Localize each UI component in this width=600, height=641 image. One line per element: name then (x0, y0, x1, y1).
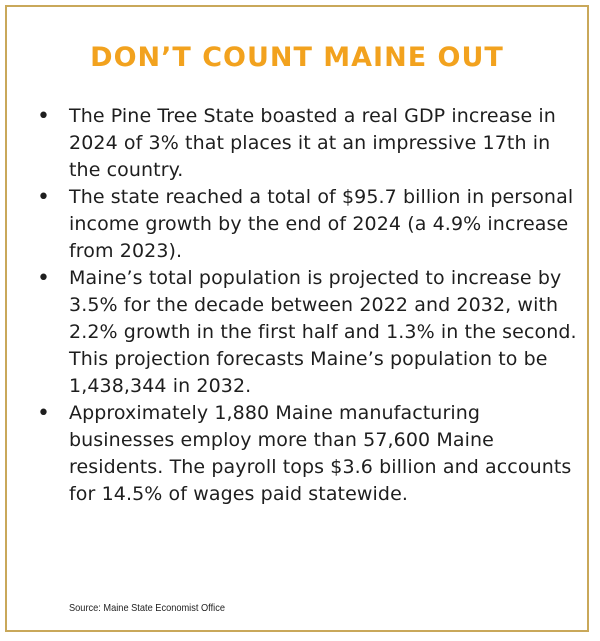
bullet-text: The state reached a total of $95.7 billion in personal income growth by the end of 2024 (a 4.9% increase from 2023). (69, 186, 574, 262)
bullet-item (37, 265, 582, 400)
bullet-text: Approximately 1,880 Maine manufacturing businesses employ more than 57,600 Maine residents. The payroll tops $3.6 billion and accounts for 14.5% of wages paid statewide. (69, 402, 572, 505)
bullet-text: Maine’s total population is projected to increase by 3.5% for the decade between 2022 and 2032, with 2.2% growth in the first half and 1.3% in the second. This projection forecasts Maine’s population to be 1,438,344 in 2032. (69, 267, 577, 397)
source-note: Source: Maine State Economist Office (69, 602, 225, 614)
box-title: DON’T COUNT MAINE OUT (90, 42, 504, 73)
bullet-item (37, 103, 582, 184)
bullet-item (37, 400, 582, 508)
bullet-icon: • (37, 104, 51, 129)
bullet-list (37, 103, 582, 508)
bullet-item (37, 184, 582, 265)
bullet-text: The Pine Tree State boasted a real GDP increase in 2024 of 3% that places it at an impressive 17th in the country. (69, 105, 556, 181)
info-box (5, 5, 589, 632)
bullet-icon: • (37, 401, 51, 426)
bullet-icon: • (37, 266, 51, 291)
bullet-icon: • (37, 185, 51, 210)
